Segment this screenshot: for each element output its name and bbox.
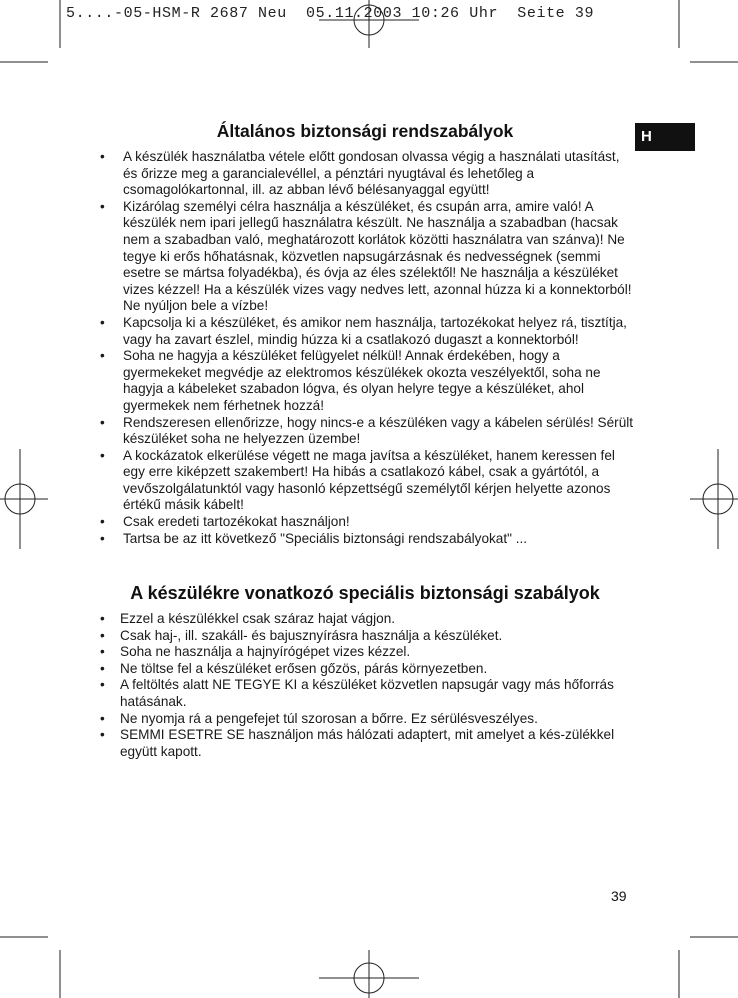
list-item: • A készülék használatba vétele előtt gondosan olvassa végig a használati utasítást, és őrizze meg a garancialevéllel, a pénztári nyugtával és lehetőleg a csomagolókartonnal, ill. az abban lévő bélésanyaggal együtt! — [100, 149, 620, 198]
list-item: • A feltöltés alatt NE TEGYE KI a készüléket közvetlen napsugár vagy más hőforrás hatásának. — [100, 677, 614, 709]
language-tab: H — [635, 123, 695, 151]
section-title-special-safety: A készülékre vonatkozó speciális biztonsági szabályok — [130, 583, 600, 603]
bullet-icon: • — [100, 627, 105, 643]
bullet-icon: • — [100, 644, 105, 660]
bullet-icon: • — [100, 727, 105, 743]
special-safety-list — [100, 611, 635, 760]
registration-mark-left — [0, 449, 48, 549]
list-item: • Soha ne hagyja a készüléket felügyelet nélkül! Annak érdekében, hogy a gyermekeket megvédje az elektromos készülékek okozta veszélyektől, soha ne hagyja a kábeleket szabadon lógva, és olyan helyre tegye a készüléket, ahol gyermekek nem férhetnek hozzá! — [100, 348, 601, 413]
list-item: • Ezzel a készülékkel csak száraz hajat vágjon. — [100, 611, 396, 626]
print-slug: 5....-05-HSM-R 2687 Neu 05.11.2003 10:26 Uhr Seite 39 — [66, 5, 595, 22]
list-item: • Kapcsolja ki a készüléket, és amikor nem használja, tartozékokat helyez rá, tisztítja, vagy ha zavart észlel, mindig húzza ki a csatlakozó dugaszt a konnektorból! — [100, 314, 627, 347]
list-item: • SEMMI ESETRE SE használjon más hálózati adaptert, mit amelyet a kés-zülékkel együtt kapott. — [100, 727, 615, 759]
list-item: • Ne nyomja rá a pengefejet túl szorosan a bőrre. Ez sérülésveszélyes. — [100, 710, 538, 726]
list-item: • Soha ne használja a hajnyírógépet vizes kézzel. — [100, 644, 411, 660]
bullet-icon: • — [100, 677, 105, 693]
bullet-icon: • — [100, 414, 105, 430]
list-item: • Rendszeresen ellenőrizze, hogy nincs-e a készüléken vagy a kábelen sérülés! Sérült készüléket soha ne helyezzen üzembe! — [100, 414, 634, 447]
list-item: • A kockázatok elkerülése végett ne maga javítsa a készüléket, hanem keressen fel egy erre kiképzett szakembert! Ha hibás a csatlakozó kábel, csak a gyártótól, a vevőszolgálatunktól vagy hasonló képzettségű személytől kérjen helyette azonos értékű másik kábelt! — [100, 447, 615, 513]
bullet-icon: • — [100, 611, 105, 626]
registration-mark-top — [319, 0, 419, 48]
page-number: 39 — [611, 888, 627, 904]
bullet-icon: • — [100, 348, 105, 364]
bullet-icon: • — [100, 514, 105, 530]
bullet-icon: • — [100, 660, 105, 676]
bullet-icon: • — [100, 314, 105, 330]
list-item: • Csak haj-, ill. szakáll- és bajusznyírásra használja a készüléket. — [100, 627, 503, 643]
list-item: • Ne töltse fel a készüléket erősen gőzös, párás környezetben. — [100, 660, 488, 676]
bullet-icon: • — [100, 710, 105, 726]
bullet-icon: • — [100, 149, 105, 164]
bullet-icon: • — [100, 530, 105, 546]
registration-mark-bottom — [319, 950, 419, 998]
section-title-general-safety: Általános biztonsági rendszabályok — [216, 121, 514, 141]
list-item: • Kizárólag személyi célra használja a készüléket, és csupán arra, amire való! A készülék nem ipari jellegű használatra készült. Ne használja a szabadban (hacsak nem a szabadban való, meghatározott korlátok közötti használatra van szánva)! Ne tegye ki erős hőhatásnak, közvetlen napsugárzásnak és nedvességnek (semmi esetre se mártsa folyadékba), és óvja az éles szélektől! Ne használja a készüléket vizes kézzel! Ha a készülék vizes vagy nedves lett, azonnal húzza ki a konnektorból! Ne nyúljon bele a vízbe! — [100, 198, 632, 314]
list-item: • Csak eredeti tartozékokat használjon! — [100, 514, 350, 530]
bullet-icon: • — [100, 198, 105, 214]
registration-mark-right — [690, 449, 738, 549]
general-safety-list — [100, 149, 635, 547]
bullet-icon: • — [100, 447, 105, 463]
list-item: • Tartsa be az itt következő "Speciális biztonsági rendszabályokat" ... — [100, 530, 528, 546]
